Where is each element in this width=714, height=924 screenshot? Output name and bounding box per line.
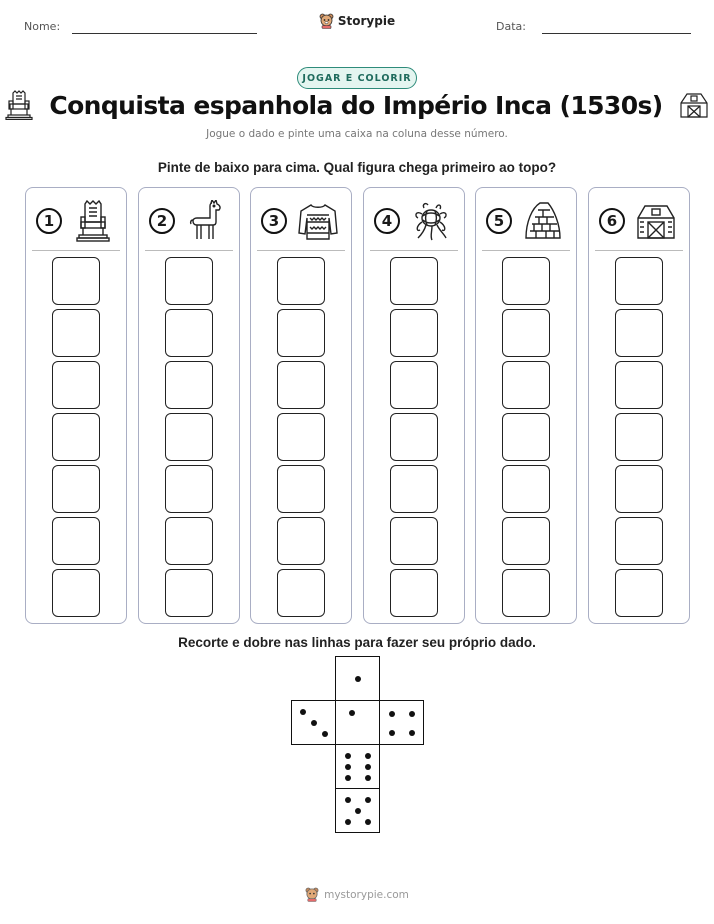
color-box[interactable] xyxy=(277,257,325,305)
date-line[interactable] xyxy=(542,33,691,34)
bear-mascot-icon xyxy=(319,13,334,29)
die-pip xyxy=(311,720,317,726)
color-box[interactable] xyxy=(277,361,325,409)
color-box[interactable] xyxy=(52,465,100,513)
column-divider xyxy=(482,250,570,251)
column-1 xyxy=(25,187,127,624)
die-pip xyxy=(322,731,328,737)
color-box[interactable] xyxy=(165,465,213,513)
die-pip xyxy=(300,709,306,715)
die-face-1 xyxy=(335,656,380,701)
color-box[interactable] xyxy=(502,517,550,565)
color-box[interactable] xyxy=(165,361,213,409)
title-row xyxy=(0,90,714,120)
column-number: 6 xyxy=(599,208,625,234)
game-instruction: Pinte de baixo para cima. Qual figura chega primeiro ao topo? xyxy=(157,160,557,175)
die-face-1 xyxy=(335,700,380,745)
bear-mascot-icon xyxy=(305,887,319,902)
color-box[interactable] xyxy=(277,413,325,461)
die-pip xyxy=(389,730,395,736)
page-title: Conquista espanhola do Império Inca (1530s) xyxy=(49,90,663,120)
color-box[interactable] xyxy=(165,413,213,461)
throne-icon xyxy=(5,90,33,120)
color-box[interactable] xyxy=(165,309,213,357)
barn-icon xyxy=(635,200,677,242)
sweater-icon xyxy=(297,200,339,242)
brand-name: Storypie xyxy=(337,14,396,28)
column-divider xyxy=(257,250,345,251)
die-face-4 xyxy=(379,700,424,745)
die-pip xyxy=(365,764,371,770)
color-box[interactable] xyxy=(390,465,438,513)
column-number: 5 xyxy=(486,208,512,234)
column-3 xyxy=(250,187,352,624)
column-number: 4 xyxy=(374,208,400,234)
die-pip xyxy=(365,819,371,825)
color-box[interactable] xyxy=(277,517,325,565)
die-instruction: Recorte e dobre nas linhas para fazer seu próprio dado. xyxy=(178,635,536,650)
die-pip xyxy=(355,676,361,682)
die-face-6 xyxy=(335,744,380,789)
color-box[interactable] xyxy=(502,465,550,513)
die-pip xyxy=(345,753,351,759)
footer xyxy=(0,887,714,902)
color-box[interactable] xyxy=(52,413,100,461)
color-box[interactable] xyxy=(52,361,100,409)
yarn-icon xyxy=(410,200,452,242)
die-face-5 xyxy=(335,788,380,833)
die-pip xyxy=(349,710,355,716)
color-box[interactable] xyxy=(502,257,550,305)
brand-logo xyxy=(0,13,714,29)
color-box[interactable] xyxy=(502,569,550,617)
column-2 xyxy=(138,187,240,624)
color-box[interactable] xyxy=(390,517,438,565)
column-divider xyxy=(32,250,120,251)
color-box[interactable] xyxy=(165,569,213,617)
color-box[interactable] xyxy=(165,517,213,565)
color-box[interactable] xyxy=(52,257,100,305)
barn-icon xyxy=(679,91,709,119)
color-box[interactable] xyxy=(390,413,438,461)
color-box[interactable] xyxy=(615,413,663,461)
column-divider xyxy=(145,250,233,251)
llama-icon xyxy=(185,200,227,242)
die-pip xyxy=(365,775,371,781)
color-box[interactable] xyxy=(615,517,663,565)
column-6 xyxy=(588,187,690,624)
date-label: Data: xyxy=(496,20,526,33)
color-box[interactable] xyxy=(52,309,100,357)
color-box[interactable] xyxy=(277,465,325,513)
column-divider xyxy=(370,250,458,251)
color-box[interactable] xyxy=(615,465,663,513)
die-pip xyxy=(345,797,351,803)
die-pip xyxy=(389,711,395,717)
color-box[interactable] xyxy=(390,569,438,617)
color-box[interactable] xyxy=(52,517,100,565)
subtitle: Jogue o dado e pinte uma caixa na coluna desse número. xyxy=(206,128,508,140)
color-box[interactable] xyxy=(277,569,325,617)
color-box[interactable] xyxy=(502,309,550,357)
die-pip xyxy=(345,819,351,825)
die-pip xyxy=(345,775,351,781)
color-box[interactable] xyxy=(502,413,550,461)
die-pip xyxy=(345,764,351,770)
color-box[interactable] xyxy=(165,257,213,305)
color-box[interactable] xyxy=(390,309,438,357)
color-box[interactable] xyxy=(615,257,663,305)
die-pip xyxy=(409,730,415,736)
die-pip xyxy=(355,808,361,814)
column-number: 3 xyxy=(261,208,287,234)
color-box[interactable] xyxy=(52,569,100,617)
color-box[interactable] xyxy=(615,361,663,409)
die-pip xyxy=(409,711,415,717)
column-5 xyxy=(475,187,577,624)
column-number: 1 xyxy=(36,208,62,234)
color-box[interactable] xyxy=(277,309,325,357)
color-box[interactable] xyxy=(390,257,438,305)
color-box[interactable] xyxy=(390,361,438,409)
die-pip xyxy=(365,797,371,803)
name-line[interactable] xyxy=(72,33,257,34)
column-number: 2 xyxy=(149,208,175,234)
column-divider xyxy=(595,250,683,251)
footer-url[interactable]: mystorypie.com xyxy=(324,888,409,901)
activity-badge: JOGAR E COLORIR xyxy=(297,67,417,89)
color-box[interactable] xyxy=(615,309,663,357)
igloo-icon xyxy=(522,200,564,242)
color-box[interactable] xyxy=(502,361,550,409)
color-box[interactable] xyxy=(615,569,663,617)
column-4 xyxy=(363,187,465,624)
die-face-3 xyxy=(291,700,336,745)
name-label: Nome: xyxy=(24,20,61,33)
throne-icon xyxy=(72,200,114,242)
die-pip xyxy=(365,753,371,759)
